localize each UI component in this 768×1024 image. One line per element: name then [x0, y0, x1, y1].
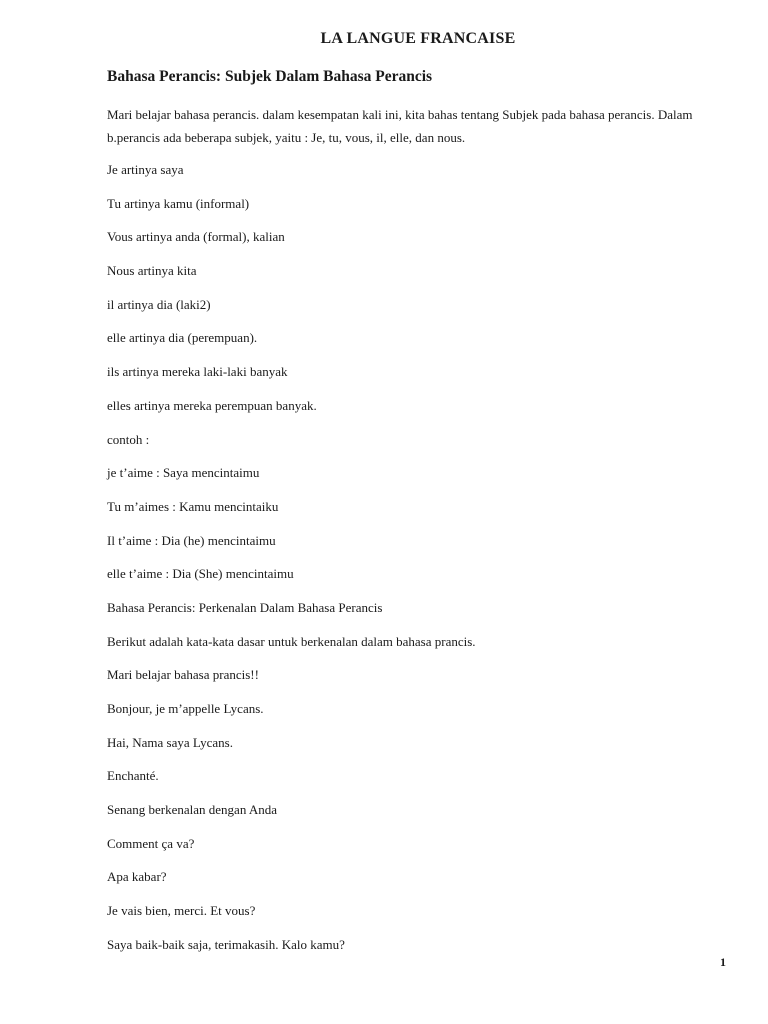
text-line: elle artinya dia (perempuan). — [107, 330, 258, 346]
text-line: Tu artinya kamu (informal) — [107, 195, 250, 211]
document-title: LA LANGUE FRANCAISE — [320, 30, 516, 47]
text-line: contoh : — [107, 431, 150, 447]
text-line: Il t’aime : Dia (he) mencintaimu — [107, 532, 276, 548]
text-line: je t’aime : Saya mencintaimu — [107, 465, 260, 481]
intro-paragraph: Mari belajar bahasa perancis. dalam kesempatan kali ini, kita bahas tentang Subjek pada bahasa perancis. Dalam b.perancis ada beberapa subjek, yaitu : Je, tu, vous, il, elle, dan nous. — [107, 107, 693, 145]
text-line: Nous artinya kita — [107, 263, 197, 279]
text-line: Vous artinya anda (formal), kalian — [107, 229, 285, 245]
text-line: Je vais bien, merci. Et vous? — [107, 903, 256, 919]
text-line: Je artinya saya — [107, 162, 184, 177]
text-line: ils artinya mereka laki-laki banyak — [107, 364, 288, 380]
text-line: Apa kabar? — [107, 869, 167, 885]
text-line: Berikut adalah kata-kata dasar untuk berkenalan dalam bahasa prancis. — [107, 633, 476, 649]
text-line: Bahasa Perancis: Perkenalan Dalam Bahasa Perancis — [107, 599, 383, 615]
page-number: 1 — [720, 955, 726, 969]
section-heading: Bahasa Perancis: Subjek Dalam Bahasa Perancis — [107, 68, 433, 85]
text-line: Bonjour, je m’appelle Lycans. — [107, 701, 264, 716]
text-line: Hai, Nama saya Lycans. — [107, 734, 233, 750]
content-lines — [107, 160, 727, 969]
text-line: elle t’aime : Dia (She) mencintaimu — [107, 566, 294, 582]
text-line: elles artinya mereka perempuan banyak. — [107, 397, 317, 413]
text-line: Tu m’aimes : Kamu mencintaiku — [107, 498, 279, 514]
text-line: Enchanté. — [107, 768, 159, 784]
text-line: Senang berkenalan dengan Anda — [107, 802, 278, 818]
text-line: Saya baik-baik saja, terimakasih. Kalo kamu? — [107, 936, 345, 952]
text-line: Comment ça va? — [107, 835, 195, 851]
text-line: il artinya dia (laki2) — [107, 296, 211, 312]
text-line: Mari belajar bahasa prancis!! — [107, 667, 259, 683]
